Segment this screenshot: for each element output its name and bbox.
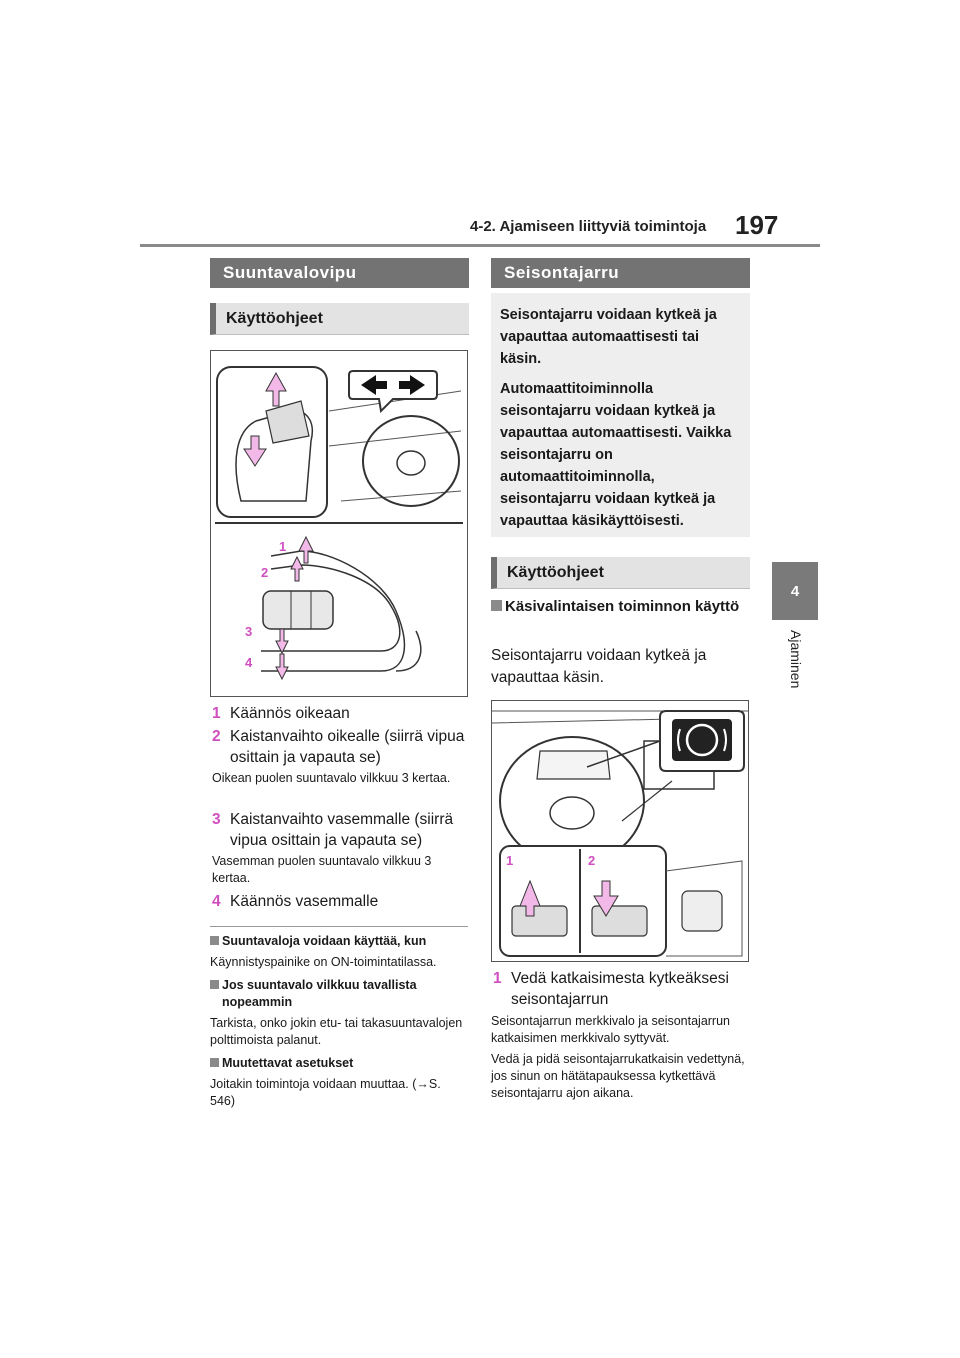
subsection-title-instructions-left: Käyttöohjeet bbox=[210, 303, 469, 335]
intro-paragraph-1: Seisontajarru voidaan kytkeä ja vapauttaa automaattisesti tai käsin. bbox=[500, 307, 717, 367]
header-rule bbox=[140, 244, 820, 247]
section-title-turn-signal: Suuntavalovipu bbox=[210, 258, 469, 288]
list-item: 3 Kaistanvaihto vasemmalle (siirrä vipua osittain ja vapauta se) bbox=[212, 811, 454, 849]
item-note: Vasemman puolen suuntavalo vilkkuu 3 kertaa. bbox=[212, 854, 432, 885]
list-item: 4 Käännös vasemmalle bbox=[212, 893, 379, 910]
lever-switch bbox=[263, 591, 333, 629]
dashboard-lines bbox=[329, 391, 461, 501]
callout-1: 1 bbox=[279, 539, 287, 554]
list-item: 1 Käännös oikeaan bbox=[212, 705, 350, 722]
switch-push-shape bbox=[592, 906, 647, 936]
callout-1: 1 bbox=[506, 853, 514, 868]
steering-wheel-shape bbox=[363, 416, 459, 506]
item-note: Oikean puolen suuntavalo vilkkuu 3 kertaa. bbox=[212, 771, 451, 785]
direction-callout bbox=[349, 371, 437, 411]
item-note: Vedä ja pidä seisontajarrukatkaisin vedettynä, jos sinun on hätätapauksessa kytkettävä seisontajarru ajon aikana. bbox=[491, 1052, 745, 1100]
manual-heading: Käsivalintaisen toiminnon käyttö bbox=[491, 596, 768, 617]
notes-rule bbox=[210, 926, 468, 927]
arrow-pos-4-icon bbox=[276, 654, 288, 679]
running-header: 4-2. Ajamiseen liittyviä toimintoja bbox=[470, 218, 707, 235]
intro-paragraph-2: Automaattitoiminnolla seisontajarru voidaan kytkeä ja vapauttaa automaattisesti. Vaikka seisontajarru on automaattitoiminnolla, seisontajarru voidaan kytkeä ja vapauttaa käsikäyttöisesti. bbox=[500, 381, 732, 529]
turn-signal-figure bbox=[210, 350, 468, 697]
arrow-pos-2-icon bbox=[291, 557, 303, 581]
switch-pull-shape bbox=[512, 906, 567, 936]
note-block: Jos suuntavalo vilkkuu tavallista nopeammin Tarkista, onko jokin etu- tai takasuuntavalojen polttimoista palanut. bbox=[210, 978, 463, 1047]
callout-3: 3 bbox=[245, 624, 253, 639]
manual-body: Seisontajarru voidaan kytkeä ja vapauttaa käsin. bbox=[491, 647, 707, 686]
instrument-cluster-shape bbox=[537, 751, 610, 779]
subsection-title-instructions-right: Käyttöohjeet bbox=[491, 557, 750, 589]
callout-2: 2 bbox=[588, 853, 596, 868]
list-item: 2 Kaistanvaihto oikealle (siirrä vipua osittain ja vapauta se) bbox=[212, 728, 465, 766]
callout-2: 2 bbox=[261, 565, 269, 580]
section-title-parking-brake: Seisontajarru bbox=[491, 258, 750, 288]
intro-box bbox=[491, 293, 750, 537]
chapter-tab: 4 bbox=[772, 562, 818, 620]
turn-signal-illustration bbox=[211, 351, 467, 696]
page-number: 197 bbox=[735, 210, 779, 240]
console-switch-shape bbox=[682, 891, 722, 931]
item-note: Seisontajarrun merkkivalo ja seisontajarrun katkaisimen merkkivalo syttyvät. bbox=[491, 1014, 731, 1045]
parking-brake-figure bbox=[491, 700, 749, 962]
note-block: Suuntavaloja voidaan käyttää, kun Käynnistyspainike on ON-toimintatilassa. bbox=[210, 934, 437, 969]
arrow-pos-1-icon bbox=[299, 537, 313, 563]
callout-4: 4 bbox=[245, 655, 253, 670]
arrow-pos-3-icon bbox=[276, 629, 288, 653]
list-item: 1 Vedä katkaisimesta kytkeäksesi seisontajarrun bbox=[493, 970, 729, 1008]
chapter-label: Ajaminen bbox=[788, 630, 804, 689]
note-block: Muutettavat asetukset Joitakin toimintoja voidaan muuttaa. (→S. 546) bbox=[210, 1056, 441, 1108]
parking-brake-illustration bbox=[492, 701, 748, 961]
